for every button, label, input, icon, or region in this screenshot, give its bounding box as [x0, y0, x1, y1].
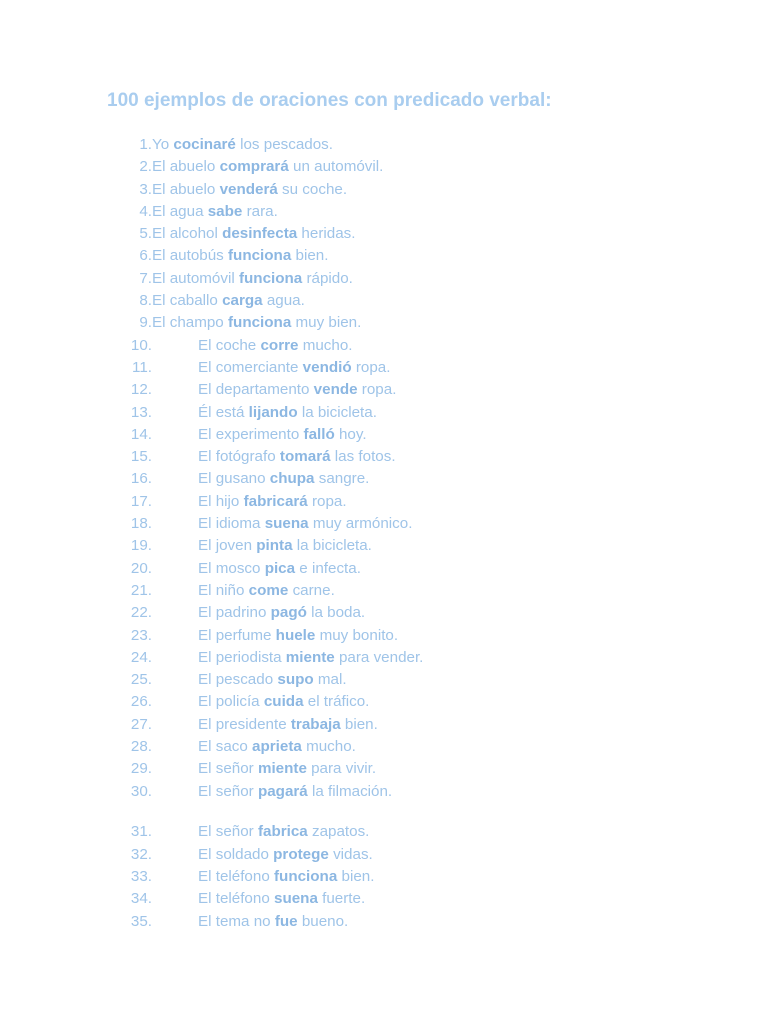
sentence-verb: come [248, 581, 289, 599]
sentence-complement: bien. [340, 715, 378, 733]
sentence-subject: El padrino [198, 604, 271, 622]
list-item-number: 16. [130, 470, 152, 488]
sentence-subject: Yo [152, 136, 174, 153]
list-item-sentence [198, 911, 348, 933]
sentence-verb: funciona [227, 314, 292, 332]
list-item-sentence [198, 468, 369, 490]
list-item-number: 33. [130, 868, 152, 885]
sentence-complement: mal. [313, 671, 347, 689]
sentence-subject: El señor [198, 823, 258, 841]
sentence-subject: El fotógrafo [198, 448, 280, 466]
list-item-number: 22. [130, 604, 152, 622]
list-item [0, 691, 768, 713]
list-item-sentence [198, 558, 361, 580]
list-item-sentence [198, 625, 398, 647]
sentence-verb: lijando [248, 403, 298, 421]
sentence-complement: muy bonito. [315, 626, 399, 644]
sentence-complement: vidas. [328, 845, 373, 863]
sentence-complement: la bicicleta. [292, 537, 372, 555]
sentence-subject: Él está [198, 403, 249, 421]
sentence-subject: El hijo [198, 492, 244, 510]
list-item-number: 14. [130, 425, 152, 443]
list-item [0, 424, 768, 446]
list-item-number: 28. [130, 738, 152, 756]
sentence-subject: El comerciante [198, 358, 303, 376]
sentence-verb: pagó [270, 604, 307, 622]
sentence-complement: la filmación. [307, 782, 393, 800]
list-item [0, 223, 768, 245]
list-item-sentence [198, 647, 423, 669]
list-item [0, 866, 768, 888]
sentence-verb: pagará [257, 782, 308, 800]
list-item [0, 888, 768, 910]
list-item [0, 844, 768, 866]
list-item-sentence [198, 714, 378, 736]
list-item-sentence [152, 268, 353, 290]
sentence-verb: funciona [274, 868, 338, 885]
sentence-subject: El policía [198, 693, 264, 711]
list-item-number: 10. [130, 336, 152, 354]
list-item [0, 290, 768, 312]
sentence-verb: fue [274, 912, 298, 930]
sentence-verb: venderá [219, 180, 278, 198]
list-item-sentence [198, 844, 373, 866]
list-item-sentence [198, 602, 365, 624]
list-item [0, 312, 768, 334]
sentence-verb: vende [313, 381, 358, 399]
list-item-number: 26. [130, 693, 152, 711]
list-item-sentence [152, 290, 305, 312]
list-item [0, 535, 768, 557]
list-item [0, 758, 768, 780]
sentence-verb: chupa [269, 470, 315, 488]
sentence-complement: ropa. [351, 358, 391, 376]
sentence-complement: bien. [337, 868, 375, 885]
sentence-subject: El pescado [198, 671, 278, 689]
list-item [0, 156, 768, 178]
list-item-sentence [198, 669, 347, 691]
sentence-subject: El alcohol [152, 225, 223, 243]
list-item [0, 201, 768, 223]
sentence-complement: ropa. [357, 381, 397, 399]
list-item [0, 625, 768, 647]
sentence-verb: pica [264, 559, 296, 577]
sentence-verb: miente [257, 760, 307, 778]
sentence-complement: su coche. [277, 180, 348, 198]
sentence-verb: suena [264, 515, 309, 533]
list-item-number: 6. [139, 247, 152, 265]
list-item [0, 781, 768, 803]
sentence-subject: El soldado [198, 845, 274, 863]
sentence-verb: cuida [263, 693, 304, 711]
list-item-sentence [198, 424, 367, 446]
list-item [0, 911, 768, 933]
sentence-subject: El saco [198, 738, 253, 756]
list-item-sentence [198, 821, 369, 843]
list-item-number: 17. [130, 492, 152, 510]
sentence-complement: rápido. [302, 269, 353, 287]
sentence-complement: bien. [291, 247, 329, 265]
list-item-number: 5. [139, 225, 152, 243]
list-item-number: 18. [130, 515, 152, 533]
sentence-subject: El idioma [198, 515, 265, 533]
sentence-subject: El perfume [198, 626, 276, 644]
list-item-number: 21. [130, 581, 152, 599]
list-item-number: 30. [130, 782, 152, 800]
sentence-subject: El mosco [198, 559, 265, 577]
list-item-number: 15. [130, 448, 152, 466]
list-item [0, 134, 768, 156]
sentence-verb: desinfecta [222, 225, 298, 243]
list-item-sentence [198, 379, 396, 401]
sentence-verb: miente [285, 648, 335, 666]
sentence-complement: para vender. [334, 648, 424, 666]
sentence-subject: El gusano [198, 470, 270, 488]
sentence-complement: carne. [288, 581, 335, 599]
sentence-complement: heridas. [297, 225, 356, 243]
sentence-complement: muy bien. [291, 314, 362, 332]
sentence-subject: El champo [152, 314, 228, 332]
sentence-verb: fabrica [257, 823, 308, 841]
list-item-sentence [198, 580, 335, 602]
sentence-subject: El experimento [198, 425, 304, 443]
sentence-subject: El autobús [152, 247, 228, 265]
list-item-number: 2. [139, 158, 152, 176]
sentence-subject: El presidente [198, 715, 291, 733]
list-item-sentence [152, 156, 383, 178]
list-item-number: 7. [139, 269, 152, 287]
list-item-number: 12. [130, 381, 152, 399]
list-item [0, 268, 768, 290]
sentence-subject: El coche [198, 336, 261, 354]
list-item-number: 32. [130, 845, 152, 863]
list-item-number: 8. [139, 292, 152, 310]
list-item-sentence [198, 866, 374, 888]
sentence-subject: El abuelo [152, 180, 220, 198]
sentence-verb: trabaja [290, 715, 341, 733]
list-item-number: 1. [139, 136, 152, 153]
sentence-complement: la bicicleta. [297, 403, 377, 421]
sentence-complement: los pescados. [235, 136, 333, 153]
list-item [0, 558, 768, 580]
list-item-sentence [152, 245, 328, 267]
sentence-verb: protege [273, 845, 329, 863]
list-item [0, 468, 768, 490]
sentence-complement: e infecta. [295, 559, 361, 577]
list-item [0, 357, 768, 379]
list-item [0, 736, 768, 758]
list-item-number: 23. [130, 626, 152, 644]
list-item-sentence [198, 491, 347, 513]
list-item-sentence [152, 201, 278, 223]
list-item [0, 580, 768, 602]
list-item-number: 29. [130, 760, 152, 778]
sentence-complement: bueno. [297, 912, 349, 930]
sentence-complement: rara. [242, 202, 278, 220]
list-item-sentence [152, 312, 361, 334]
list-item-number: 9. [139, 314, 152, 332]
list-item-sentence [198, 888, 365, 910]
list-item-sentence [198, 357, 390, 379]
sentence-complement: para vivir. [306, 760, 377, 778]
sentence-subject: El departamento [198, 381, 314, 399]
list-item [0, 669, 768, 691]
sentence-complement: agua. [262, 292, 305, 310]
document-title: 100 ejemplos de oraciones con predicado verbal: [107, 90, 552, 111]
list-item-sentence [198, 402, 377, 424]
sentence-complement: zapatos. [307, 823, 370, 841]
list-item-number: 3. [139, 180, 152, 198]
sentence-complement: muy armónico. [308, 515, 413, 533]
list-item-number: 35. [130, 912, 152, 930]
sentence-verb: tomará [279, 448, 331, 466]
sentence-verb: huele [275, 626, 316, 644]
sentence-complement: mucho. [301, 738, 356, 756]
list-item-number: 31. [130, 823, 152, 841]
sentence-verb: comprará [219, 158, 289, 176]
list-item [0, 647, 768, 669]
list-item-sentence [198, 781, 392, 803]
list-item-number: 25. [130, 671, 152, 689]
sentence-verb: fabricará [243, 492, 308, 510]
sentence-verb: funciona [228, 247, 292, 265]
list-item-sentence [152, 134, 333, 156]
sentence-complement: hoy. [334, 425, 367, 443]
list-item-number: 11. [132, 358, 152, 376]
list-item [0, 335, 768, 357]
list-item-sentence [198, 446, 396, 468]
list-item-sentence [152, 223, 355, 245]
sentence-subject: El caballo [152, 292, 223, 310]
list-item [0, 821, 768, 843]
sentence-complement: la boda. [306, 604, 366, 622]
sentence-subject: El tema no [198, 912, 275, 930]
sentence-verb: funciona [238, 269, 303, 287]
list-item-number: 20. [130, 559, 152, 577]
list-item [0, 245, 768, 267]
sentence-complement: el tráfico. [303, 693, 370, 711]
sentence-verb: cocinaré [173, 136, 236, 153]
sentence-complement: mucho. [298, 336, 353, 354]
sentence-complement: un automóvil. [288, 158, 384, 176]
sentence-verb: falló [303, 425, 335, 443]
list-item-sentence [198, 513, 412, 535]
sentence-complement: ropa. [307, 492, 347, 510]
sentence-verb: supo [277, 671, 314, 689]
examples-list [0, 134, 768, 933]
list-item-number: 4. [139, 202, 152, 220]
list-item-sentence [198, 758, 376, 780]
sentence-verb: carga [222, 292, 263, 310]
sentence-subject: El abuelo [152, 158, 220, 176]
list-item-number: 13. [130, 403, 152, 421]
sentence-verb: sabe [207, 202, 243, 220]
list-item-sentence [152, 179, 347, 201]
list-item-sentence [198, 736, 356, 758]
list-item [0, 714, 768, 736]
list-item-sentence [198, 535, 372, 557]
sentence-subject: El automóvil [152, 269, 239, 287]
list-item-sentence [198, 691, 369, 713]
list-item [0, 602, 768, 624]
list-item [0, 379, 768, 401]
sentence-subject: El teléfono [198, 868, 274, 885]
sentence-verb: suena [274, 890, 318, 908]
sentence-complement: sangre. [314, 470, 370, 488]
sentence-complement: fuerte. [317, 890, 366, 908]
list-item-number: 34. [130, 890, 152, 908]
sentence-subject: El agua [152, 202, 208, 220]
list-item [0, 513, 768, 535]
sentence-verb: corre [260, 336, 299, 354]
list-item-number: 24. [130, 648, 152, 666]
sentence-subject: El señor [198, 782, 258, 800]
sentence-verb: aprieta [252, 738, 302, 756]
sentence-subject: El joven [198, 537, 257, 555]
sentence-verb: vendió [302, 358, 352, 376]
list-item [0, 402, 768, 424]
list-item-number: 27. [130, 715, 152, 733]
sentence-subject: El teléfono [198, 890, 274, 908]
list-item-sentence [198, 335, 353, 357]
sentence-subject: El periodista [198, 648, 286, 666]
list-item-number: 19. [130, 537, 152, 555]
list-item [0, 179, 768, 201]
sentence-complement: las fotos. [330, 448, 396, 466]
list-item [0, 446, 768, 468]
sentence-verb: pinta [256, 537, 293, 555]
sentence-subject: El niño [198, 581, 249, 599]
list-item [0, 491, 768, 513]
sentence-subject: El señor [198, 760, 258, 778]
